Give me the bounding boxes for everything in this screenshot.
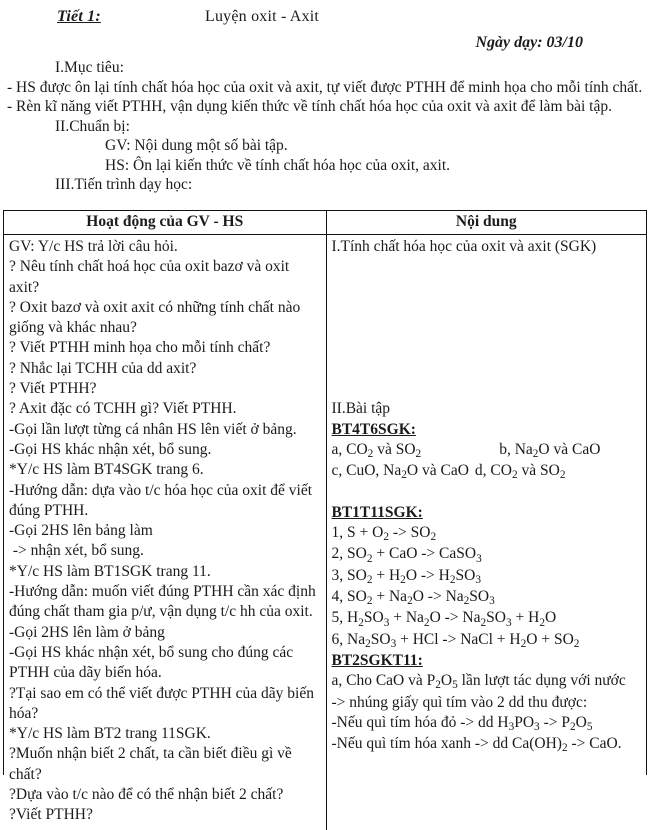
activity-line: -Gọi HS khác nhận xét, bổ sung. — [9, 440, 212, 458]
cell-lesson-content — [326, 235, 646, 830]
table-body-row — [4, 235, 646, 830]
title-row — [5, 6, 645, 32]
exercise-bt4-option-d: d, $CO_2$ và $SO_2$ — [474, 462, 566, 482]
exercise-bt4-row-1 — [332, 440, 643, 461]
content-spacer — [332, 359, 643, 379]
equation-line: 5, $H_2SO_3 + Na_2O -> Na_2SO_3 + H_2O$ — [331, 609, 557, 629]
lesson-plan-table — [4, 211, 646, 830]
preparation-student: HS: Ôn lại kiến thức về tính chất hóa học của oxit, axit. — [105, 156, 451, 174]
table-header-row — [4, 211, 646, 235]
activity-line: ? Viết PTHH? — [9, 380, 97, 398]
activity-line: *Y/c HS làm BT4SGK trang 6. — [9, 461, 204, 479]
equation-line: 4, $SO_2 + Na_2O -> Na_2SO_3$ — [331, 588, 495, 608]
content-spacer — [332, 379, 643, 399]
activity-line: ?Dựa vào t/c nào để có thể nhận biết 2 chất? — [9, 786, 284, 804]
exercise-bt4-option-a: a, $CO_2$ và $SO_2$ — [331, 440, 422, 461]
activity-line: ?Muốn nhận biết 2 chất, ta cần biết điều gì về chất? — [9, 745, 296, 783]
solution-line: -Nếu quì tím hóa xanh -> dd $Ca(OH)_2$ -> CaO. — [331, 735, 622, 755]
solution-line: -Nếu quì tím hóa đỏ -> dd $H_3PO_3 -> P_2O_5$ — [331, 713, 593, 733]
activity-line: ? Viết PTHH minh họa cho mỗi tính chất? — [9, 339, 271, 357]
process-heading: III.Tiến trình dạy học: — [55, 176, 193, 193]
lesson-label: Tiết 1: — [57, 8, 101, 25]
lesson-plan-table-wrapper — [3, 210, 647, 824]
exercise-bt2-title: BT2SGKT11: — [331, 651, 423, 669]
content-spacer — [332, 483, 643, 503]
objective-2: - Rèn kĩ năng viết PTHH, vận dụng kiến thức về tính chất hóa học của oxit và axit để làm bài tập. — [7, 98, 612, 115]
content-spacer — [332, 338, 643, 358]
activity-line: ?Viết PTHH? — [9, 806, 93, 824]
activity-line: *Y/c HS làm BT2 trang 11SGK. — [9, 725, 211, 743]
activity-line: -Gọi 2HS lên bảng làm — [9, 522, 153, 540]
column-header-content: Nội dung — [326, 211, 646, 235]
activity-line: GV: Y/c HS trả lời câu hỏi. — [9, 238, 178, 255]
preparation-heading: II.Chuẩn bị: — [55, 117, 130, 135]
document-header — [0, 0, 650, 195]
preparation-teacher: GV: Nội dung một số bài tập. — [105, 137, 288, 154]
activity-line: -Hướng dẫn: dựa vào t/c hóa học của oxit để viết đúng PTHH. — [9, 481, 316, 519]
lesson-title: Luyện oxit - Axit — [205, 8, 320, 25]
activity-line: -> nhận xét, bổ sung. — [9, 542, 144, 560]
content-section-1: I.Tính chất hóa học của oxit và axit (SGK) — [331, 238, 597, 255]
cell-teacher-student-activities — [4, 235, 326, 830]
equation-line: 2, $SO_2$ + CaO -> CaSO$_3$ — [331, 545, 482, 565]
content-spacer — [332, 318, 643, 338]
column-header-activities: Hoạt động của GV - HS — [4, 211, 326, 235]
date-row — [5, 32, 645, 58]
activity-line: -Gọi lần lượt từng cá nhân HS lên viết ở bảng. — [9, 420, 297, 438]
exercise-bt4-option-b: b, $Na_2O$ và CaO — [499, 440, 601, 461]
objectives-heading: I.Mục tiêu: — [55, 59, 124, 76]
activity-line: -Gọi 2HS lên làm ở bảng — [9, 623, 165, 641]
activity-line: ? Oxit bazơ và oxit axit có những tính chất nào giống và khác nhau? — [9, 298, 305, 337]
exercise-bt1-title: BT1T11SGK: — [331, 503, 423, 521]
activity-line: -Hướng dẫn: muốn viết đúng PTHH cần xác định đúng chất tham gia p/ư, vận dụng t/c hh của oxit. — [9, 583, 320, 621]
activity-line: ? Nhắc lại TCHH của dd axit? — [9, 359, 197, 377]
activity-line: ?Tại sao em có thể viết được PTHH của dãy biến hóa? — [9, 684, 318, 722]
exercise-bt4-option-c: c, CuO, $Na_2O$ và CaO — [331, 462, 469, 482]
activity-line: ? Nêu tính chất hoá học của oxit bazơ và oxit axit? — [9, 258, 294, 296]
content-section-2: II.Bài tập — [331, 400, 391, 418]
scan-artifact: · — [6, 66, 10, 78]
activity-line: ? Axit đặc có TCHH gì? Viết PTHH. — [9, 400, 237, 418]
objective-1: - HS được ôn lại tính chất hóa học của oxit và axit, tự viết được PTHH để minh họa cho mỗi tính chất. — [7, 78, 643, 96]
equation-line: 6, $Na_2SO_3$ + HCl -> NaCl + $H_2O + SO_2$ — [331, 630, 580, 650]
equation-line: 1, $S + O_2 -> SO_2$ — [331, 524, 437, 544]
content-spacer — [332, 278, 643, 298]
activity-line: *Y/c HS làm BT1SGK trang 11. — [9, 562, 211, 580]
exercise-bt4-title: BT4T6SGK: — [331, 420, 416, 438]
activity-line: -Gọi HS khác nhận xét, bổ sung cho đúng các PTHH của dãy biến hóa. — [9, 643, 297, 682]
solution-line: a, Cho CaO và $P_2O_5$ lần lượt tác dụng với nước — [331, 672, 626, 692]
equation-line: 3, $SO_2 + H_2O -> H_2SO_3$ — [331, 566, 482, 586]
exercise-bt4-row-2 — [332, 461, 643, 482]
content-spacer — [332, 257, 643, 277]
teaching-date: Ngày dạy: 03/10 — [475, 34, 583, 51]
content-spacer — [332, 298, 643, 318]
scan-artifact: · — [300, 320, 304, 332]
solution-line: -> nhúng giấy quì tím vào 2 dd thu được: — [331, 693, 588, 711]
